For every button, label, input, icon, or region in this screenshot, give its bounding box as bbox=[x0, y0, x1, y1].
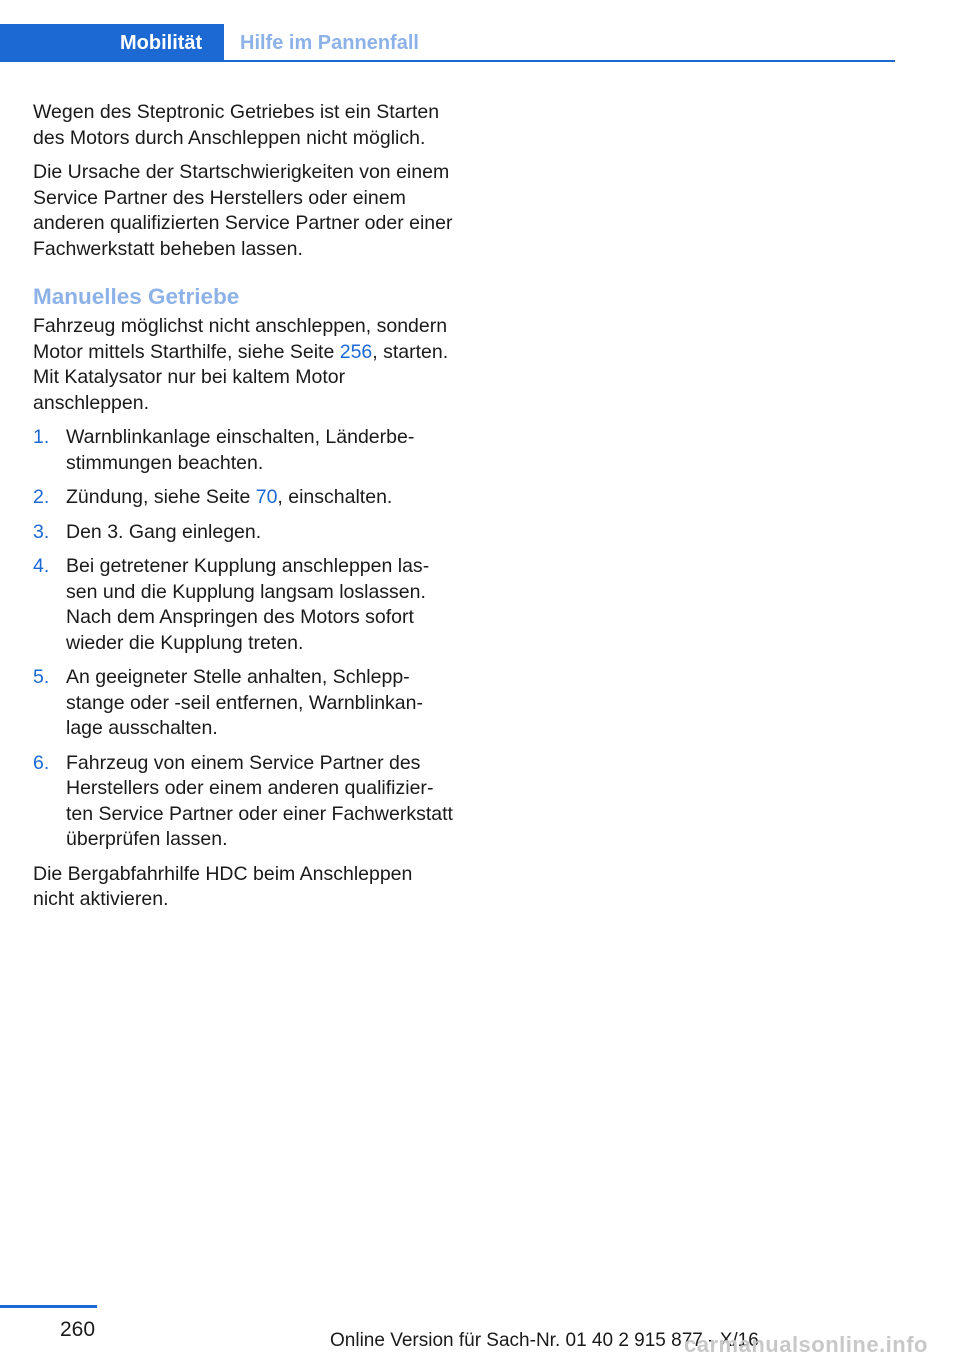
step-text: , einschalten. bbox=[277, 486, 393, 508]
header-rule bbox=[0, 60, 895, 62]
step-text: Bei getretener Kupplung anschleppen lassen und die Kupplung langsam loslassen. Nach dem Anspringen des Motors sofort wieder die Kupplung treten. bbox=[66, 555, 430, 654]
section-heading: Manuelles Getriebe bbox=[33, 284, 240, 309]
step-number: 5. bbox=[33, 666, 50, 688]
step-text: Fahrzeug von einem Service Partner des Herstellers oder einem anderen qualifizierten Service Partner oder einer Fachwerkstatt überprüfen lassen. bbox=[66, 751, 453, 850]
step-number: 1. bbox=[33, 426, 50, 448]
list-item bbox=[33, 665, 453, 742]
paragraph-manuelles-getriebe bbox=[33, 314, 453, 416]
step-text: Den 3. Gang einlegen. bbox=[66, 520, 262, 543]
section-tab-mobilitaet[interactable]: Mobilität bbox=[0, 24, 224, 62]
list-item bbox=[33, 485, 453, 511]
footer-rule bbox=[0, 1305, 97, 1308]
list-item bbox=[33, 751, 453, 853]
list-item bbox=[33, 425, 453, 476]
step-text: Warnblinkanlage einschalten, Länderbestimmungen beachten. bbox=[66, 426, 415, 474]
page-link-70[interactable]: 70 bbox=[255, 486, 278, 508]
paragraph-text: Fahrzeug möglichst nicht anschleppen, sondern Motor mittels Starthilfe, siehe Seite bbox=[33, 315, 448, 363]
paragraph-steptronic: Wegen des Steptronic Getriebes ist ein Starten des Motors durch Anschleppen nicht möglich. bbox=[33, 101, 440, 149]
list-item bbox=[33, 554, 453, 656]
paragraph-ursache: Die Ursache der Startschwierigkeiten von einem Service Partner des Herstellers oder einem anderen qualifizierten Service Partner oder einer Fachwerkstatt beheben lassen. bbox=[33, 161, 453, 260]
step-number: 4. bbox=[33, 555, 50, 577]
page-link-256[interactable]: 256 bbox=[339, 340, 373, 363]
section-tab-hilfe-im-pannenfall[interactable]: Hilfe im Pannenfall bbox=[240, 32, 419, 54]
step-text: An geeigneter Stelle anhalten, Schleppstange oder -seil entfernen, Warnblinkanlage ausschalten. bbox=[66, 666, 423, 739]
footer-version-text: Online Version für Sach-Nr. 01 40 2 915 877 - X/16 bbox=[330, 1330, 759, 1351]
page-content bbox=[33, 100, 453, 922]
step-number: 2. bbox=[33, 486, 50, 508]
step-number: 6. bbox=[33, 751, 50, 774]
page-number: 260 bbox=[60, 1318, 96, 1341]
step-list bbox=[33, 425, 453, 853]
list-item bbox=[33, 520, 453, 546]
step-text: Zündung, siehe Seite bbox=[66, 486, 256, 508]
paragraph-hdc: Die Bergabfahrhilfe HDC beim Anschleppen nicht aktivieren. bbox=[33, 862, 413, 910]
page-header bbox=[0, 24, 895, 62]
paragraph-text: , starten. Mit Katalysator nur bei kaltem Motor anschleppen. bbox=[33, 340, 449, 414]
step-number: 3. bbox=[33, 520, 50, 543]
watermark: carmanualsonline.info bbox=[684, 1332, 928, 1357]
